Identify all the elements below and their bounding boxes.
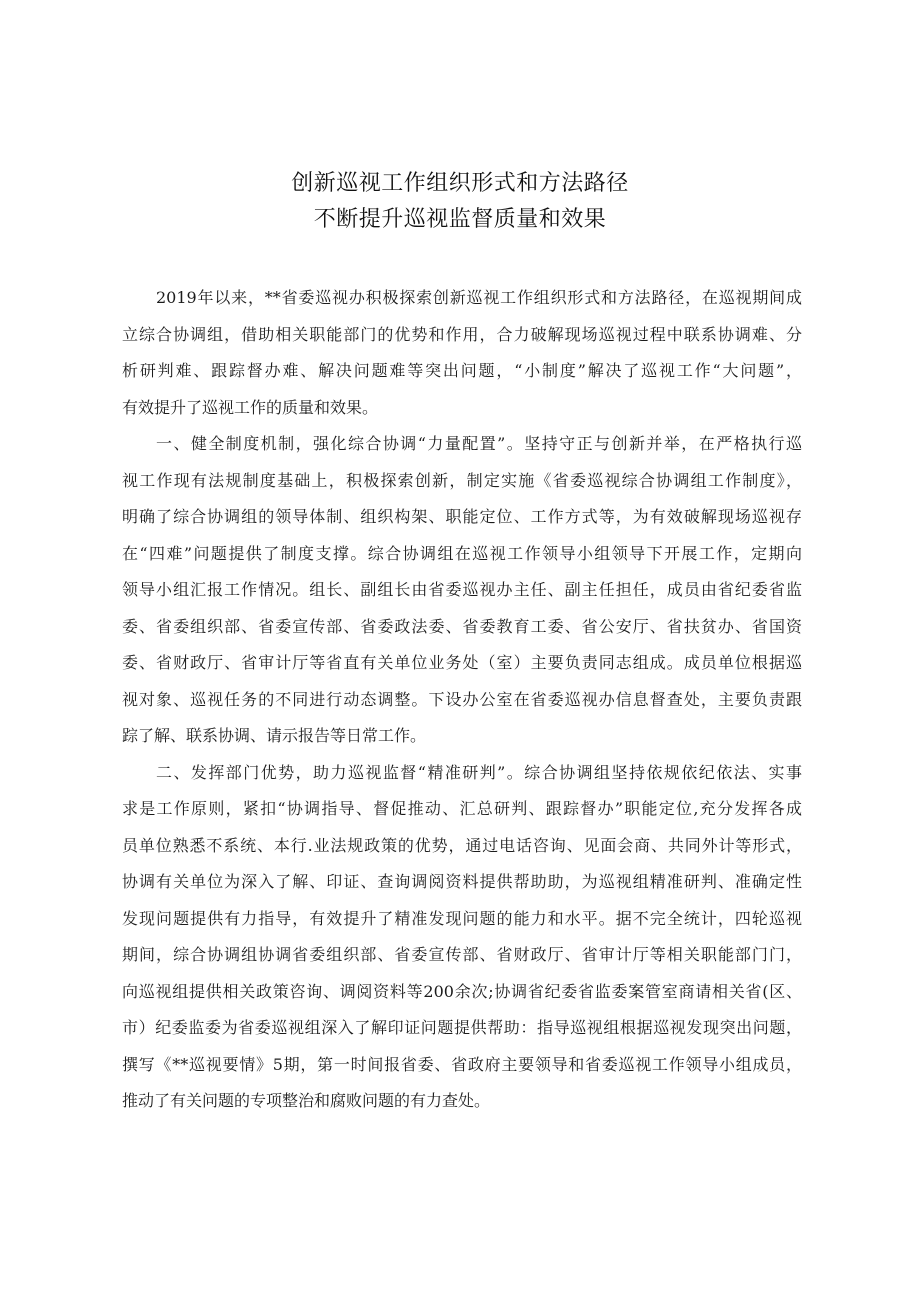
document-title-line-1: 创新巡视工作组织形式和方法路径 (291, 171, 629, 196)
body-text-line: 委、省财政厅、省审计厅等省直有关单位业务处（室）主要负责同志组成。成员单位根据巡 (122, 653, 802, 672)
document-title-line-2: 不断提升巡视监督质量和效果 (313, 207, 607, 232)
body-text-line: 期间，综合协调组协调省委组织部、省委宣传部、省财政厅、省审计厅等相关职能部门门， (122, 945, 802, 964)
body-text-line: 推动了有关问题的专项整治和腐败问题的有力查处。 (122, 1091, 491, 1110)
body-text-line: 委、省委组织部、省委宣传部、省委政法委、省委教育工委、省公安厅、省扶贫办、省国资 (122, 616, 802, 636)
body-text-line: 发现问题提供有力指导，有效提升了精准发现问题的能力和水平。据不完全统计，四轮巡视 (122, 908, 802, 928)
document-body (122, 280, 802, 1120)
body-text-line: 视工作现有法规制度基础上，积极探索创新，制定实施《省委巡视综合协调组工作制度》， (122, 470, 802, 490)
body-text-line: 有效提升了巡视工作的质量和效果。 (122, 397, 379, 417)
body-text-line: 2019年以来，**省委巡视办积极探索创新巡视工作组织形式和方法路径，在巡视期间成 (156, 288, 802, 307)
body-text-line: 在“四难”问题提供了制度支撑。综合协调组在巡视工作领导小组领导下开展工作，定期向 (122, 543, 802, 563)
body-text-line: 协调有关单位为深入了解、印证、查询调阅资料提供帮助助，为巡视组精准研判、准确定性 (122, 872, 802, 891)
body-text-line: 析研判难、跟踪督办难、解决问题难等突出问题，“小制度”解决了巡视工作“大问题”， (122, 361, 802, 380)
body-text-line: 员单位熟悉不系统、本行.业法规政策的优势，通过电话咨询、见面会商、共同外计等形式， (122, 835, 802, 855)
body-text-line: 一、健全制度机制，强化综合协调“力量配置”。坚持守正与创新并举，在严格执行巡 (156, 434, 802, 453)
body-text-line: 向巡视组提供相关政策咨询、调阅资料等200余次;协调省纪委省监委案管室商请相关省(区、 (122, 981, 802, 1001)
body-text-line: 踪了解、联系协调、请示报告等日常工作。 (122, 726, 427, 745)
body-text-line: 立综合协调组，借助相关职能部门的优势和作用，合力破解现场巡视过程中联系协调难、分 (122, 324, 802, 344)
body-text-line: 领导小组汇报工作情况。组长、副组长由省委巡视办主任、副主任担任，成员由省纪委省监 (122, 580, 802, 599)
body-text-line: 市）纪委监委为省委巡视组深入了解印证问题提供帮助：指导巡视组根据巡视发现突出问题， (122, 1018, 802, 1037)
body-text-line: 视对象、巡视任务的不同进行动态调整。下设办公室在省委巡视办信息督查处，主要负责跟 (122, 689, 802, 709)
body-text-line: 撰写《**巡视要情》5期，第一时间报省委、省政府主要领导和省委巡视工作领导小组成员， (122, 1054, 802, 1074)
body-text-line: 明确了综合协调组的领导体制、组织构架、职能定位、工作方式等，为有效破解现场巡视存 (122, 507, 802, 526)
body-text-line: 二、发挥部门优势，助力巡视监督“精准研判”。综合协调组坚持依规依纪依法、实事 (156, 762, 802, 782)
body-text-line: 求是工作原则，紧扣“协调指导、督促推动、汇总研判、跟踪督办”职能定位,充分发挥各成 (122, 799, 802, 818)
